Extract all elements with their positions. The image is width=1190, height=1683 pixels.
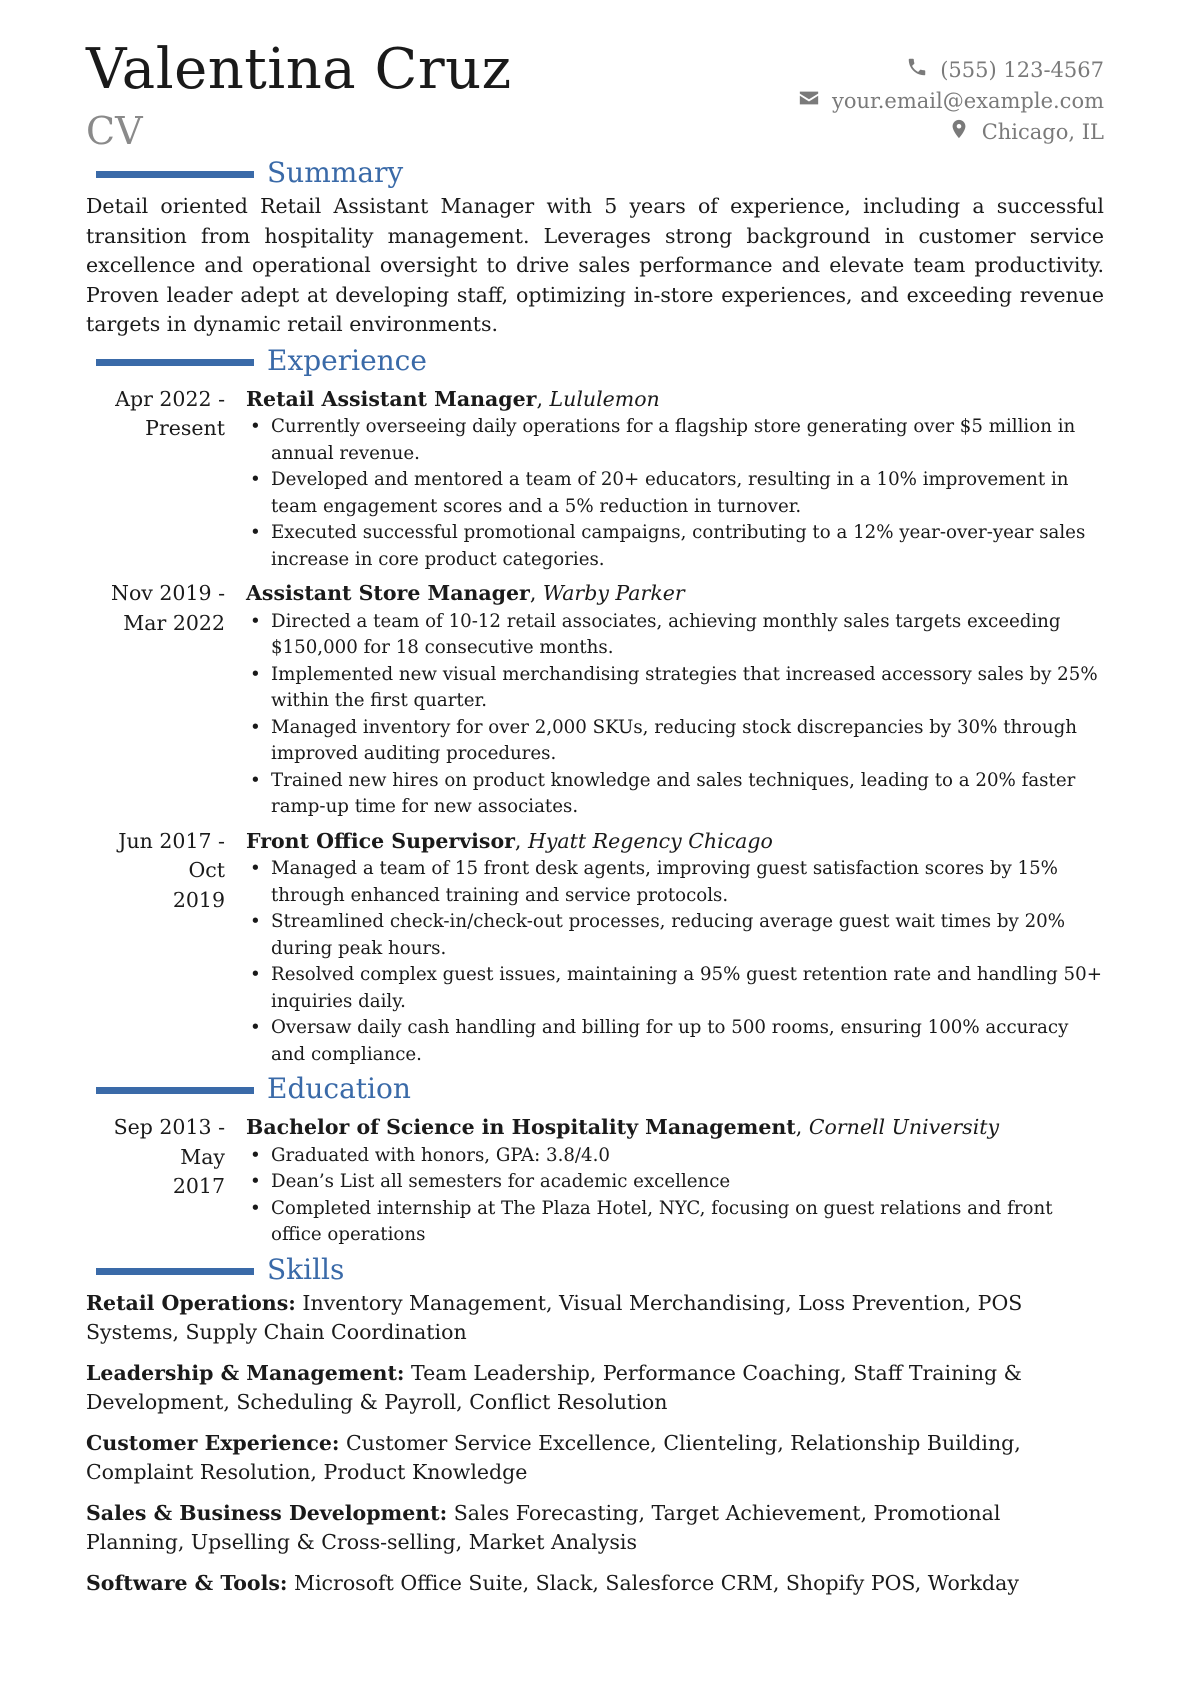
skill-group-items: Inventory Management, Visual Merchandising, Loss Prevention, POS Systems, Supply Chain Coordination [86, 1290, 1023, 1344]
list-item: • Implemented new visual merchandising strategies that increased accessory sales by 25% within the first quarter. [246, 662, 1104, 715]
email-address[interactable]: your.email@example.com [831, 88, 1104, 113]
section-title: Education [267, 1072, 411, 1105]
entry-body [246, 1113, 1104, 1249]
summary-section-heading [86, 158, 1104, 192]
skill-group-label: Sales & Business Development: [86, 1500, 448, 1525]
skill-group-label: Customer Experience: [86, 1430, 340, 1455]
entry-bullets [246, 856, 1104, 1068]
list-item: • Managed inventory for over 2,000 SKUs, reducing stock discrepancies by 30% through improved auditing procedures. [246, 715, 1104, 768]
list-item: • Dean’s List all semesters for academic excellence [246, 1169, 1104, 1196]
entry-body [246, 579, 1104, 821]
date-start: Nov 2019 - [111, 581, 225, 605]
envelope-icon [798, 87, 820, 114]
section-accent-bar [96, 359, 254, 366]
skill-group [86, 1359, 1104, 1418]
list-item: • Trained new hires on product knowledge and sales techniques, leading to a 20% faster ramp-up time for new associates. [246, 768, 1104, 821]
date-end: 2019 [172, 887, 225, 912]
section-title: Skills [267, 1252, 345, 1286]
entry-body [246, 385, 1104, 574]
date-start: Sep 2013 - May [113, 1115, 225, 1169]
job-title: Retail Assistant Manager [246, 386, 537, 411]
entry-date [86, 579, 246, 821]
list-item: • Oversaw daily cash handling and billing for up to 500 rooms, ensuring 100% accuracy and compliance. [246, 1015, 1104, 1068]
job-title: Assistant Store Manager [246, 581, 530, 605]
skill-group-label: Retail Operations: [86, 1290, 296, 1315]
date-end: Mar 2022 [123, 610, 225, 635]
experience-entry [86, 827, 1104, 1069]
map-pin-icon [948, 118, 970, 145]
skill-group [86, 1499, 1104, 1558]
section-accent-bar [96, 171, 254, 178]
entry-bullets [246, 1143, 1104, 1249]
list-item: • Managed a team of 15 front desk agents, improving guest satisfaction scores by 15% through enhanced training and service protocols. [246, 856, 1104, 909]
list-item: • Resolved complex guest issues, maintaining a 95% guest retention rate and handling 50+ inquiries daily. [246, 962, 1104, 1015]
experience-section-heading [86, 343, 1104, 380]
skill-group-items: Microsoft Office Suite, Slack, Salesforce CRM, Shopify POS, Workday [294, 1570, 1019, 1595]
entry-role: Front Office Supervisor, Hyatt Regency Chicago [246, 828, 773, 853]
list-item: • Developed and mentored a team of 20+ educators, resulting in a 10% improvement in team engagement scores and a 5% reduction in turnover. [246, 467, 1104, 520]
list-item: • Completed internship at The Plaza Hotel, NYC, focusing on guest relations and front office operations [246, 1196, 1104, 1249]
job-title: Front Office Supervisor [246, 828, 515, 853]
entry-bullets [246, 609, 1104, 821]
candidate-name: Valentina Cruz [86, 37, 512, 102]
date-end: 2017 [172, 1174, 225, 1198]
entry-role: Assistant Store Manager, Warby Parker [246, 581, 685, 605]
degree-title: Bachelor of Science in Hospitality Management [246, 1115, 796, 1139]
section-accent-bar [96, 1268, 254, 1275]
list-item: • Directed a team of 10-12 retail associates, achieving monthly sales targets exceeding $150,000 for 18 consecutive months. [246, 609, 1104, 662]
phone-number[interactable]: (555) 123-4567 [940, 57, 1104, 82]
list-item: • Executed successful promotional campaigns, contributing to a 12% year-over-year sales increase in core product categories. [246, 520, 1104, 573]
section-title: Experience [267, 343, 427, 377]
entry-date [86, 1113, 246, 1249]
education-entry [86, 1113, 1104, 1249]
skill-group [86, 1569, 1104, 1599]
entry-role: Bachelor of Science in Hospitality Management, Cornell University [246, 1115, 1000, 1139]
entry-bullets [246, 414, 1104, 573]
section-accent-bar [96, 1087, 254, 1094]
summary-text: Detail oriented Retail Assistant Manager with 5 years of experience, including a successful transition from hospitality management. Leverages strong background in customer service excellence and operational oversight to drive sales performance and elevate team productivity. Proven leader adept at developing staff, optimizing in-store experiences, and exceeding revenue targets in dynamic retail environments. [86, 194, 1104, 336]
list-item: • Graduated with honors, GPA: 3.8/4.0 [246, 1143, 1104, 1170]
entry-role: Retail Assistant Manager, Lululemon [246, 386, 660, 411]
employer: Lululemon [549, 386, 660, 411]
education-section-heading [86, 1074, 1104, 1108]
entry-body [246, 827, 1104, 1069]
skill-group-label: Software & Tools: [86, 1570, 288, 1595]
employer: Warby Parker [542, 581, 685, 605]
contact-info [798, 54, 1104, 147]
date-end: Present [145, 416, 225, 440]
location-text: Chicago, IL [981, 119, 1104, 144]
phone-icon [906, 56, 928, 83]
skill-group-items: Team Leadership, Performance Coaching, Staff Training & Development, Scheduling & Payroll, Conflict Resolution [86, 1360, 1022, 1414]
institution: Cornell University [808, 1115, 1000, 1139]
date-start: Jun 2017 - Oct [118, 828, 225, 882]
skill-group [86, 1429, 1104, 1488]
section-title: Summary [267, 156, 404, 189]
entry-date [86, 827, 246, 1069]
skills-section-heading [86, 1252, 1104, 1289]
list-item: • Streamlined check-in/check-out processes, reducing average guest wait times by 20% during peak hours. [246, 909, 1104, 962]
skill-group-items: Sales Forecasting, Target Achievement, Promotional Planning, Upselling & Cross-selling, Market Analysis [86, 1500, 1001, 1554]
entry-date [86, 385, 246, 574]
experience-entry [86, 385, 1104, 574]
skill-group [86, 1289, 1104, 1348]
list-item: • Currently overseeing daily operations for a flagship store generating over $5 million in annual revenue. [246, 414, 1104, 467]
contact-location [798, 116, 1104, 147]
employer: Hyatt Regency Chicago [527, 828, 773, 853]
experience-entry [86, 579, 1104, 821]
skill-group-items: Customer Service Excellence, Clienteling, Relationship Building, Complaint Resolution, Product Knowledge [86, 1430, 1021, 1484]
contact-phone [798, 54, 1104, 85]
document-subtitle: CV [86, 109, 143, 153]
date-start: Apr 2022 - [115, 386, 225, 411]
resume-header [86, 0, 1104, 158]
contact-email [798, 85, 1104, 116]
skill-group-label: Leadership & Management: [86, 1360, 405, 1385]
